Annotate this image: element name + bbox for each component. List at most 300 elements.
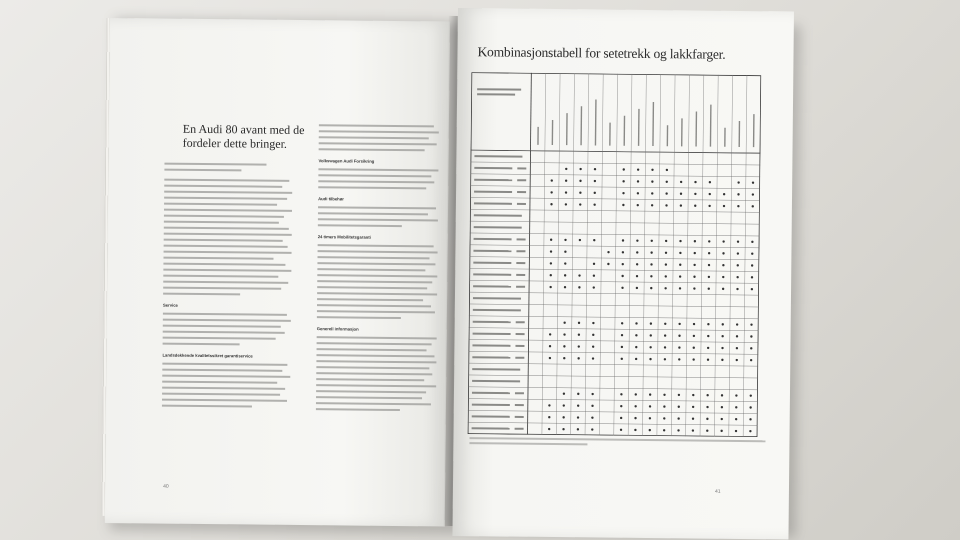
combination-dot: [562, 428, 564, 430]
combination-dot: [693, 323, 695, 325]
combination-dot: [593, 203, 595, 205]
combination-dot: [694, 181, 696, 183]
table-footnote: [469, 437, 765, 447]
combination-dot: [693, 276, 695, 278]
combination-dot: [650, 251, 652, 253]
row-label: [474, 202, 512, 204]
combination-dot: [735, 394, 737, 396]
combination-dot: [707, 323, 709, 325]
column-line: [542, 73, 546, 435]
combination-dot: [579, 203, 581, 205]
row-line: [470, 245, 760, 248]
combination-dot: [551, 179, 553, 181]
text-line: [162, 393, 280, 396]
combination-dot: [637, 204, 639, 206]
combination-dot: [751, 288, 753, 290]
combination-dot: [666, 169, 668, 171]
row-line: [470, 174, 760, 177]
combination-dot: [621, 346, 623, 348]
combination-dot: [752, 181, 754, 183]
combination-dot: [737, 205, 739, 207]
row-line: [469, 292, 759, 295]
text-line: [162, 363, 287, 366]
column-line: [614, 74, 618, 436]
group-label: [474, 226, 522, 229]
combination-dot: [594, 192, 596, 194]
row-line: [470, 197, 760, 200]
text-line: [164, 221, 279, 224]
row-code: [517, 167, 526, 169]
combination-dot: [592, 357, 594, 359]
combination-dot: [692, 394, 694, 396]
combination-dot: [706, 394, 708, 396]
combination-dot: [591, 416, 593, 418]
column-line: [714, 75, 718, 437]
combination-dot: [563, 333, 565, 335]
row-label: [472, 356, 510, 358]
text-line: [164, 233, 292, 236]
row-label: [472, 427, 510, 429]
column-header-label: [537, 127, 539, 145]
combination-dot: [621, 275, 623, 277]
combination-dot: [680, 204, 682, 206]
combination-dot: [650, 275, 652, 277]
combination-dot: [563, 322, 565, 324]
text-line: [162, 387, 285, 390]
row-code: [517, 238, 526, 240]
combination-dot: [749, 418, 751, 420]
text-line: [316, 384, 436, 387]
combination-dot: [664, 334, 666, 336]
combination-dot: [736, 288, 738, 290]
text-line: [162, 369, 282, 372]
text-line: [163, 263, 285, 266]
combination-dot: [736, 323, 738, 325]
combination-dot: [678, 346, 680, 348]
combination-dot: [693, 335, 695, 337]
combination-dot: [579, 239, 581, 241]
row-label: [472, 415, 510, 417]
text-line: [319, 130, 439, 133]
combination-dot: [709, 181, 711, 183]
combination-dot: [564, 274, 566, 276]
column-header-label: [638, 109, 640, 146]
combination-dot: [737, 193, 739, 195]
text-line: [164, 169, 241, 172]
combination-dot: [636, 251, 638, 253]
combination-dot: [620, 405, 622, 407]
text-line: [162, 399, 287, 402]
column-header-label: [753, 114, 755, 147]
row-code: [516, 333, 525, 335]
column-line: [628, 74, 632, 436]
combination-dot: [636, 239, 638, 241]
combination-dot: [694, 252, 696, 254]
label-divider: [528, 73, 532, 435]
row-line: [468, 363, 758, 366]
combination-dot: [664, 323, 666, 325]
combination-dot: [649, 429, 651, 431]
text-line: [163, 269, 291, 272]
column-header-label: [667, 125, 669, 146]
combination-dot: [750, 394, 752, 396]
text-line: [317, 262, 435, 265]
row-line: [468, 422, 758, 425]
row-line: [469, 304, 759, 307]
combination-dot: [578, 274, 580, 276]
combination-dot: [692, 358, 694, 360]
combination-dot: [622, 192, 624, 194]
row-line: [468, 351, 758, 354]
left-text-column-2: [316, 124, 439, 415]
combination-dot: [663, 429, 665, 431]
text-line: [318, 186, 426, 189]
combination-dot: [563, 393, 565, 395]
text-line: [317, 286, 427, 289]
combination-dot: [693, 264, 695, 266]
row-label: [473, 333, 511, 335]
combination-dot: [577, 428, 579, 430]
row-line: [469, 316, 759, 319]
row-code: [517, 203, 526, 205]
text-line: [318, 206, 436, 209]
row-label: [472, 404, 510, 406]
row-label: [473, 321, 511, 323]
combination-dot: [562, 416, 564, 418]
combination-dot: [664, 346, 666, 348]
text-line: [318, 244, 434, 247]
combination-dot: [622, 251, 624, 253]
combination-dot: [680, 181, 682, 183]
row-code: [515, 416, 524, 418]
combination-dot: [692, 429, 694, 431]
combination-dot: [708, 276, 710, 278]
combination-dot: [550, 262, 552, 264]
combination-dot: [549, 357, 551, 359]
text-line: [163, 281, 288, 284]
text-line: [164, 239, 283, 242]
combination-dot: [577, 416, 579, 418]
combination-dot: [665, 240, 667, 242]
combination-dot: [678, 406, 680, 408]
row-code: [516, 286, 525, 288]
text-line: [317, 274, 437, 277]
column-header-label: [624, 116, 626, 146]
combination-dot: [722, 323, 724, 325]
combination-dot: [736, 347, 738, 349]
combination-dot: [750, 347, 752, 349]
combination-dot: [550, 203, 552, 205]
column-line: [657, 74, 661, 436]
combination-dot: [736, 335, 738, 337]
combination-dot: [578, 286, 580, 288]
combination-dot: [634, 429, 636, 431]
combination-dot: [649, 393, 651, 395]
combination-dot: [665, 252, 667, 254]
combination-dot: [635, 358, 637, 360]
combination-dot: [708, 288, 710, 290]
combination-dot: [722, 264, 724, 266]
combination-dot: [594, 168, 596, 170]
text-line: [164, 191, 292, 194]
row-label: [473, 273, 511, 275]
combination-dot: [651, 204, 653, 206]
text-line: [318, 174, 431, 177]
body-subhead: Landsdekkende kvalitetssikret garantiservice: [162, 352, 253, 359]
text-line: [164, 179, 289, 182]
combination-dot: [634, 405, 636, 407]
combination-dot: [678, 394, 680, 396]
combination-dot: [565, 168, 567, 170]
combination-dot: [621, 287, 623, 289]
combination-dot: [679, 252, 681, 254]
combination-dot: [735, 406, 737, 408]
group-label: [474, 155, 522, 158]
combination-dot: [622, 204, 624, 206]
combination-dot: [564, 286, 566, 288]
text-line: [164, 197, 287, 200]
combination-dot: [693, 287, 695, 289]
combination-dot: [678, 358, 680, 360]
combination-dot: [649, 417, 651, 419]
text-line: [163, 331, 285, 334]
combination-dot: [678, 323, 680, 325]
combination-dot: [649, 358, 651, 360]
row-code: [516, 274, 525, 276]
combination-dot: [607, 263, 609, 265]
group-label: [472, 368, 520, 371]
combination-dot: [579, 168, 581, 170]
text-line: [164, 185, 282, 188]
text-line: [317, 292, 437, 295]
column-line: [585, 73, 589, 435]
text-line: [162, 375, 290, 378]
combination-dot: [579, 180, 581, 182]
body-subhead: Service: [162, 302, 178, 308]
combination-dot: [565, 191, 567, 193]
text-line: [163, 319, 291, 322]
column-line: [700, 75, 704, 437]
combination-dot: [737, 252, 739, 254]
text-line: [318, 168, 438, 171]
combination-dot: [749, 406, 751, 408]
combination-dot: [592, 334, 594, 336]
text-line: [164, 245, 288, 248]
combination-dot: [593, 274, 595, 276]
combination-dot: [548, 404, 550, 406]
combination-dot: [623, 168, 625, 170]
left-page-heading: En Audi 80 avant med de fordeler dette bringer.: [182, 121, 305, 151]
text-line: [164, 209, 292, 212]
column-line: [556, 73, 560, 435]
text-line: [317, 316, 401, 319]
combination-dot: [751, 252, 753, 254]
text-line: [318, 212, 428, 215]
text-line: [164, 215, 284, 218]
group-label: [472, 380, 520, 383]
column-line: [671, 74, 675, 436]
column-header-label: [738, 121, 740, 147]
text-line: [163, 257, 273, 260]
combination-dot: [593, 239, 595, 241]
combination-dot: [650, 263, 652, 265]
combination-table: [468, 72, 762, 437]
combination-dot: [665, 192, 667, 194]
text-line: [317, 256, 429, 259]
text-line: [164, 227, 289, 230]
combination-dot: [707, 335, 709, 337]
row-line: [470, 221, 760, 224]
text-line: [316, 402, 431, 405]
text-line: [318, 218, 438, 221]
combination-dot: [563, 345, 565, 347]
column-header-label: [552, 120, 554, 145]
combination-dot: [635, 334, 637, 336]
combination-dot: [720, 430, 722, 432]
combination-dot: [637, 192, 639, 194]
combination-dot: [708, 252, 710, 254]
row-label: [474, 238, 512, 240]
combination-dot: [694, 240, 696, 242]
text-line: [163, 313, 287, 316]
row-line: [469, 339, 759, 342]
combination-dot: [664, 287, 666, 289]
row-label: [472, 344, 510, 346]
column-header-label: [609, 123, 611, 146]
combination-dot: [636, 263, 638, 265]
text-line: [317, 336, 437, 339]
combination-dot: [707, 359, 709, 361]
body-subhead: Audi tilbehør: [318, 196, 344, 202]
text-line: [316, 354, 434, 357]
combination-dot: [593, 263, 595, 265]
column-header-label: [566, 113, 568, 145]
combination-dot: [565, 203, 567, 205]
row-line: [468, 399, 758, 402]
row-label: [473, 250, 511, 252]
combination-dot: [723, 205, 725, 207]
column-header-label: [681, 118, 683, 146]
text-line: [162, 381, 277, 384]
text-line: [316, 408, 400, 411]
row-line: [469, 280, 759, 283]
combination-dot: [722, 240, 724, 242]
column-header-label: [595, 99, 597, 145]
combination-dot: [651, 169, 653, 171]
combination-dot: [635, 346, 637, 348]
combination-dot: [721, 359, 723, 361]
combination-dot: [706, 406, 708, 408]
row-code: [515, 428, 524, 430]
column-line: [599, 74, 603, 436]
combination-dot: [550, 191, 552, 193]
combination-dot: [737, 264, 739, 266]
combination-dot: [549, 286, 551, 288]
row-code: [516, 262, 525, 264]
combination-dot: [607, 251, 609, 253]
row-code: [515, 392, 524, 394]
combination-dot: [620, 393, 622, 395]
text-line: [317, 268, 425, 271]
row-label: [474, 167, 512, 169]
text-line: [163, 287, 281, 290]
text-line: [164, 203, 277, 206]
group-label: [474, 214, 522, 217]
combination-dot: [550, 250, 552, 252]
combination-dot: [706, 430, 708, 432]
right-page-number: 41: [714, 488, 721, 495]
combination-dot: [564, 239, 566, 241]
combination-dot: [591, 405, 593, 407]
combination-dot: [578, 333, 580, 335]
combination-dot: [635, 393, 637, 395]
row-line: [470, 162, 760, 165]
combination-dot: [708, 240, 710, 242]
combination-dot: [664, 358, 666, 360]
combination-dot: [735, 418, 737, 420]
combination-dot: [622, 263, 624, 265]
combination-dot: [680, 193, 682, 195]
row-label: [473, 285, 511, 287]
text-line: [317, 298, 423, 301]
text-line: [316, 360, 436, 363]
text-line: [317, 304, 431, 307]
combination-dot: [721, 418, 723, 420]
combination-dot: [750, 335, 752, 337]
text-line: [163, 293, 240, 296]
combination-dot: [721, 406, 723, 408]
combination-dot: [577, 393, 579, 395]
combination-dot: [737, 240, 739, 242]
text-line: [318, 224, 402, 227]
combination-dot: [751, 264, 753, 266]
combination-dot: [650, 287, 652, 289]
combination-dot: [591, 393, 593, 395]
text-line: [318, 180, 434, 183]
combination-dot: [750, 323, 752, 325]
left-text-column-1: [162, 163, 293, 412]
combination-dot: [634, 417, 636, 419]
combination-dot: [694, 193, 696, 195]
text-line: [319, 142, 437, 145]
combination-dot: [622, 239, 624, 241]
combination-dot: [663, 405, 665, 407]
combination-dot: [577, 357, 579, 359]
combination-dot: [663, 394, 665, 396]
combination-dot: [621, 322, 623, 324]
combination-dot: [563, 357, 565, 359]
combination-dot: [565, 180, 567, 182]
right-page: [452, 8, 794, 539]
text-line: [163, 337, 276, 340]
row-code: [515, 357, 524, 359]
combination-dot: [621, 334, 623, 336]
combination-dot: [677, 429, 679, 431]
text-line: [164, 251, 292, 254]
text-line: [319, 136, 429, 139]
text-line: [316, 396, 422, 399]
combination-dot: [721, 347, 723, 349]
combination-dot: [751, 241, 753, 243]
combination-dot: [620, 417, 622, 419]
table-title: Kombinasjonstabell for setetrekk og lakkfarger.: [477, 44, 726, 62]
combination-dot: [679, 264, 681, 266]
combination-dot: [620, 429, 622, 431]
combination-dot: [709, 193, 711, 195]
combination-dot: [679, 275, 681, 277]
combination-dot: [594, 180, 596, 182]
combination-dot: [736, 359, 738, 361]
